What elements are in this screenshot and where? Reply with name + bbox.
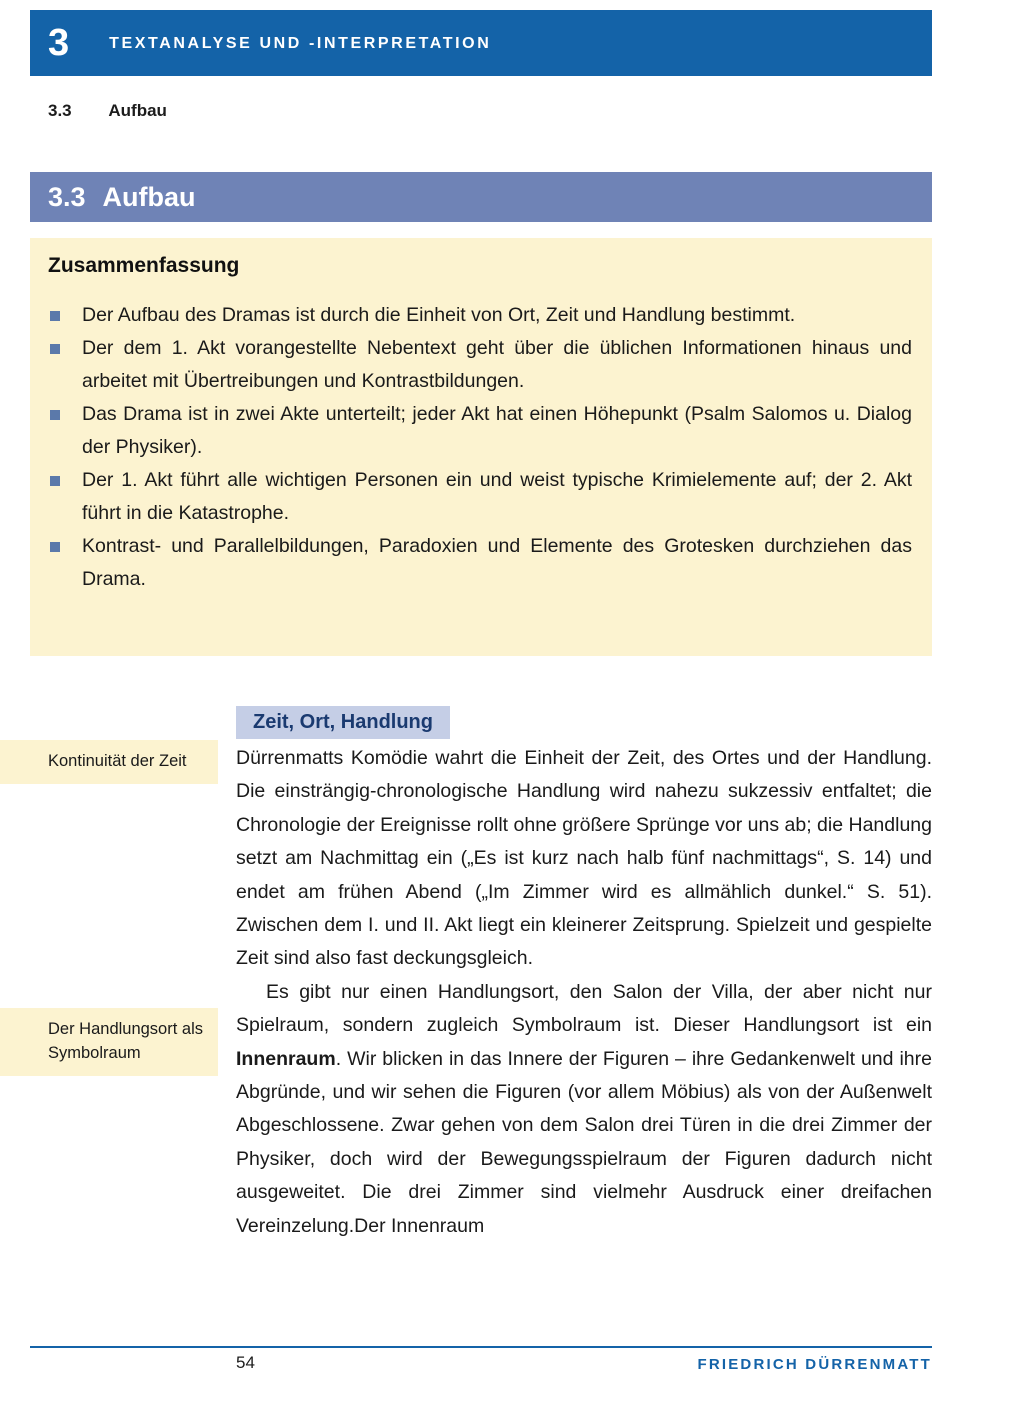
section-banner xyxy=(30,172,932,222)
list-item xyxy=(48,464,912,530)
list-item xyxy=(48,332,912,398)
margin-note-kontinuitaet-der-zeit: Kontinuität der Zeit xyxy=(0,740,218,784)
list-item xyxy=(48,530,912,596)
bullet-square-icon xyxy=(50,476,60,486)
list-item xyxy=(48,398,912,464)
chapter-header-bar xyxy=(30,10,932,76)
bullet-square-icon xyxy=(50,542,60,552)
paragraph-handlungsort xyxy=(236,976,932,1243)
summary-item-text: Der dem 1. Akt vorangestellte Nebentext geht über die üblichen Informationen hinaus und arbeitet mit Übertreibungen und Kontrastbildungen. xyxy=(82,337,912,392)
summary-box xyxy=(30,238,932,656)
list-item xyxy=(48,299,912,332)
highlighted-term: Innenraum xyxy=(236,1047,336,1070)
section-banner-number: 3.3 xyxy=(48,181,86,212)
chapter-number: 3 xyxy=(48,22,70,64)
footer-rule xyxy=(30,1346,932,1348)
bullet-square-icon xyxy=(50,311,60,321)
paragraph-zeit: Dürrenmatts Komödie wahrt die Einheit der Zeit, des Ortes und der Handlung. Die einsträngig-chronologische Handlung wird nahezu sukzessiv entfaltet; die Chronologie der Ereignisse rollt ohne größere Sprünge vor uns ab; die Handlung setzt am Nachmittag ein („Es ist kurz nach halb fünf nachmittags“, S. 14) und endet am frühen Abend („Im Zimmer wird es allmählich dunkel.“ S. 51). Zwischen dem I. und II. Akt liegt ein kleinerer Zeitsprung. Spielzeit und gespielte Zeit sind also fast deckungsgleich. xyxy=(236,747,932,970)
section-banner-title: Aufbau xyxy=(102,181,196,212)
paragraph-text: Es gibt nur einen Handlungsort, den Salon der Villa, der aber nicht nur Spielraum, sondern zugleich Symbolraum ist. Dieser Handlungsort ist ein xyxy=(236,980,932,1037)
breadcrumb-section-label: Aufbau xyxy=(108,101,167,120)
summary-item-text: Der 1. Akt führt alle wichtigen Personen ein und weist typische Krimielemente auf; der 2. Akt führt in die Katastrophe. xyxy=(82,469,912,524)
topic-label xyxy=(236,706,450,739)
breadcrumb xyxy=(48,101,167,121)
paragraph-text: . Wir blicken in das Innere der Figuren – ihre Gedankenwelt und ihre Abgründe, und wir sehen die Figuren (vor allem Möbius) als von der Außenwelt Abgeschlossene. Zwar gehen von dem Salon drei Türen in die drei Zimmer der Physiker, doch wird der Bewegungsspielraum der Figuren dadurch nicht ausgeweitet. Die drei Zimmer sind vielmehr Ausdruck einer dreifachen Vereinzelung.Der Innenraum xyxy=(236,1047,932,1237)
bullet-square-icon xyxy=(50,410,60,420)
bullet-square-icon xyxy=(50,344,60,354)
body-text-column xyxy=(236,742,932,1243)
footer-book-title: FRIEDRICH DÜRRENMATT xyxy=(697,1356,932,1373)
summary-title: Zusammenfassung xyxy=(48,254,240,277)
margin-note-handlungsort-symbolraum: Der Handlungsort als Symbolraum xyxy=(0,1008,218,1076)
page-number: 54 xyxy=(236,1353,255,1372)
summary-item-text: Kontrast- und Parallelbildungen, Paradoxien und Elemente des Grotesken durchziehen das Drama. xyxy=(82,535,912,590)
breadcrumb-section-number: 3.3 xyxy=(48,101,72,120)
summary-item-text: Das Drama ist in zwei Akte unterteilt; jeder Akt hat einen Höhepunkt (Psalm Salomos u. Dialog der Physiker). xyxy=(82,403,912,458)
summary-item-text: Der Aufbau des Dramas ist durch die Einheit von Ort, Zeit und Handlung bestimmt. xyxy=(82,304,796,326)
summary-list xyxy=(48,299,912,596)
topic-label-text: Zeit, Ort, Handlung xyxy=(253,711,433,733)
chapter-title: TEXTANALYSE UND -INTERPRETATION xyxy=(109,35,492,52)
